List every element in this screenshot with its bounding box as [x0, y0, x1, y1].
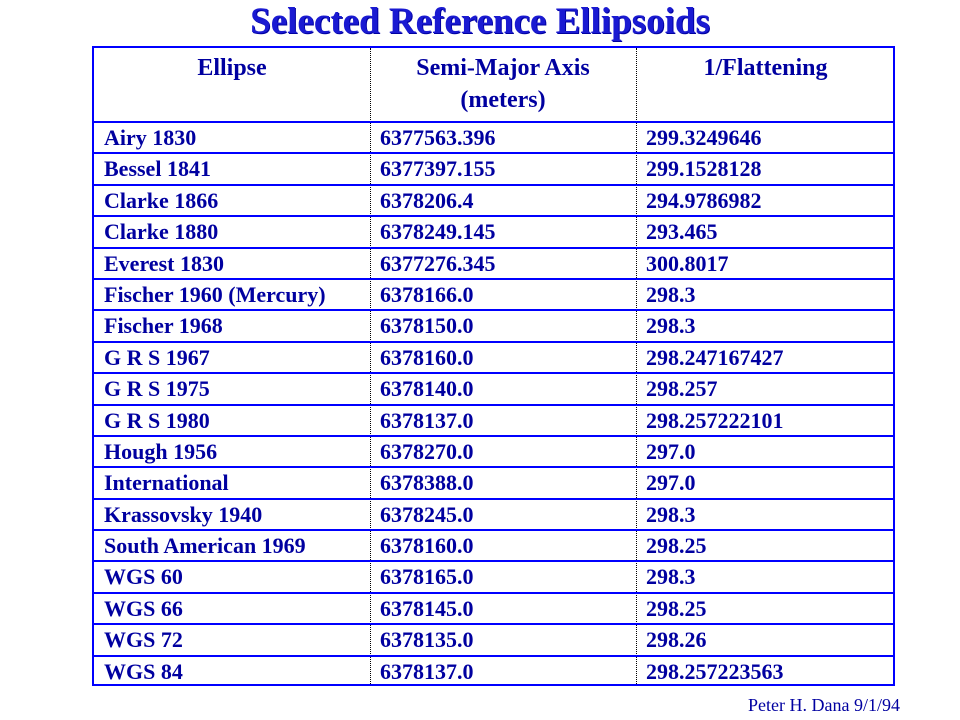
header-semi-major-axis	[370, 48, 636, 121]
table-row	[94, 623, 893, 654]
cell-inverse-flattening: 298.257222101	[646, 407, 784, 433]
cell-ellipse-name: WGS 66	[104, 595, 183, 621]
header-axis-label: Semi-Major Axis	[416, 55, 590, 81]
cell-inverse-flattening: 300.8017	[646, 250, 729, 276]
cell-inverse-flattening: 294.9786982	[646, 187, 762, 213]
cell-semi-major-axis: 6378140.0	[380, 376, 474, 402]
cell-inverse-flattening: 297.0	[646, 470, 696, 496]
cell-ellipse-name: G R S 1967	[104, 344, 210, 370]
cell-semi-major-axis: 6378165.0	[380, 564, 474, 590]
cell-semi-major-axis: 6378388.0	[380, 470, 474, 496]
cell-ellipse-name: Everest 1830	[104, 250, 224, 276]
table-row	[94, 215, 893, 246]
cell-semi-major-axis: 6378137.0	[380, 407, 474, 433]
header-flattening-label: 1/Flattening	[703, 55, 828, 81]
cell-inverse-flattening: 299.1528128	[646, 156, 762, 182]
table-body	[94, 121, 893, 686]
header-axis-units: (meters)	[460, 87, 546, 113]
table-row	[94, 498, 893, 529]
cell-ellipse-name: G R S 1980	[104, 407, 210, 433]
cell-semi-major-axis: 6378160.0	[380, 533, 474, 559]
table-row	[94, 341, 893, 372]
cell-semi-major-axis: 6377397.155	[380, 156, 496, 182]
table-row	[94, 435, 893, 466]
cell-ellipse-name: Fischer 1960 (Mercury)	[104, 281, 326, 307]
cell-ellipse-name: Airy 1830	[104, 125, 197, 150]
cell-inverse-flattening: 298.3	[646, 564, 696, 590]
cell-semi-major-axis: 6377276.345	[380, 250, 496, 276]
cell-ellipse-name: South American 1969	[104, 533, 306, 559]
cell-ellipse-name: G R S 1975	[104, 376, 210, 402]
cell-inverse-flattening: 299.3249646	[646, 125, 762, 150]
table-row	[94, 466, 893, 497]
cell-semi-major-axis: 6378160.0	[380, 344, 474, 370]
cell-semi-major-axis: 6378270.0	[380, 438, 474, 464]
cell-inverse-flattening: 297.0	[646, 438, 696, 464]
cell-ellipse-name: Fischer 1968	[104, 313, 223, 339]
cell-semi-major-axis: 6377563.396	[380, 125, 496, 150]
cell-semi-major-axis: 6378137.0	[380, 658, 474, 684]
table-row	[94, 184, 893, 215]
table-row	[94, 278, 893, 309]
cell-inverse-flattening: 298.25	[646, 595, 707, 621]
cell-inverse-flattening: 298.25	[646, 533, 707, 559]
table-row	[94, 655, 893, 686]
header-flattening	[636, 48, 895, 121]
cell-inverse-flattening: 298.257	[646, 376, 718, 402]
author-credit: Peter H. Dana 9/1/94	[748, 695, 900, 715]
table-row	[94, 560, 893, 591]
cell-ellipse-name: WGS 84	[104, 658, 183, 684]
cell-ellipse-name: Krassovsky 1940	[104, 501, 263, 527]
header-ellipse-label: Ellipse	[197, 55, 267, 81]
cell-inverse-flattening: 298.3	[646, 501, 696, 527]
cell-ellipse-name: Bessel 1841	[104, 156, 211, 182]
table-row	[94, 372, 893, 403]
cell-inverse-flattening: 293.465	[646, 219, 718, 245]
cell-semi-major-axis: 6378245.0	[380, 501, 474, 527]
cell-semi-major-axis: 6378150.0	[380, 313, 474, 339]
cell-ellipse-name: Clarke 1866	[104, 187, 219, 213]
page-title: Selected Reference Ellipsoids	[250, 1, 710, 42]
table-row	[94, 309, 893, 340]
cell-ellipse-name: Hough 1956	[104, 438, 218, 464]
cell-inverse-flattening: 298.3	[646, 313, 696, 339]
ellipsoid-table	[92, 46, 895, 686]
cell-inverse-flattening: 298.257223563	[646, 658, 784, 684]
table-row	[94, 404, 893, 435]
cell-inverse-flattening: 298.3	[646, 281, 696, 307]
cell-ellipse-name: Clarke 1880	[104, 219, 219, 245]
cell-semi-major-axis: 6378145.0	[380, 595, 474, 621]
cell-inverse-flattening: 298.26	[646, 627, 707, 653]
cell-semi-major-axis: 6378249.145	[380, 219, 496, 245]
table-row	[94, 529, 893, 560]
table-row	[94, 152, 893, 183]
table-row	[94, 121, 893, 152]
cell-semi-major-axis: 6378166.0	[380, 281, 474, 307]
cell-ellipse-name: WGS 72	[104, 627, 183, 653]
cell-ellipse-name: WGS 60	[104, 564, 183, 590]
table-row	[94, 247, 893, 278]
cell-semi-major-axis: 6378206.4	[380, 187, 474, 213]
header-ellipse	[94, 48, 370, 121]
table-row	[94, 592, 893, 623]
cell-ellipse-name: International	[104, 470, 229, 496]
cell-semi-major-axis: 6378135.0	[380, 627, 474, 653]
cell-inverse-flattening: 298.247167427	[646, 344, 784, 370]
